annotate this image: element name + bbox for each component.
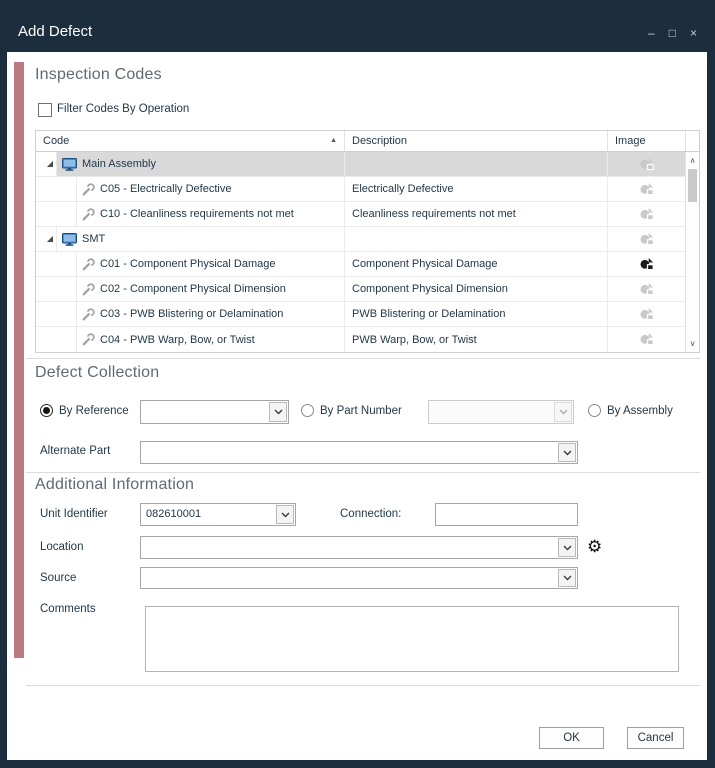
alternate-part-label: Alternate Part	[40, 445, 111, 457]
table-row[interactable]	[36, 252, 686, 277]
inspection-codes-grid	[35, 130, 700, 353]
unit-identifier-combobox-value: 082610001	[146, 508, 202, 520]
unit-identifier-label: Unit Identifier	[40, 508, 108, 520]
table-row[interactable]	[36, 327, 686, 352]
close-icon[interactable]: ×	[689, 26, 697, 40]
tree-indent	[36, 327, 77, 352]
code-cell[interactable]	[36, 177, 345, 201]
wrench-icon	[82, 183, 95, 196]
wrench-icon	[82, 283, 95, 296]
title-bar	[0, 0, 715, 52]
radio-by-assembly-label: By Assembly	[607, 405, 673, 417]
tree-indent	[36, 177, 77, 201]
inspection-codes-heading: Inspection Codes	[35, 66, 162, 83]
reference-combobox[interactable]	[140, 400, 289, 424]
chevron-down-icon[interactable]	[558, 569, 576, 587]
image-shapes-icon	[640, 258, 655, 271]
image-shapes-icon	[640, 158, 655, 171]
image-shapes-icon	[640, 333, 655, 346]
code-text: C10 - Cleanliness requirements not met	[100, 208, 294, 220]
assembly-monitor-icon	[62, 233, 77, 246]
description-cell: Electrically Defective	[345, 177, 608, 201]
image-shapes-icon	[640, 233, 655, 246]
radio-by-reference-label: By Reference	[59, 405, 129, 417]
code-cell[interactable]	[36, 327, 345, 352]
tree-expander-icon[interactable]: ◢	[46, 159, 53, 168]
image-shapes-icon	[640, 283, 655, 296]
code-text: C05 - Electrically Defective	[100, 183, 232, 195]
image-cell	[608, 327, 686, 352]
window-controls	[648, 27, 697, 39]
chevron-down-icon[interactable]	[276, 505, 294, 524]
section-divider	[26, 472, 700, 473]
source-combobox-value	[141, 568, 557, 588]
code-cell[interactable]	[36, 227, 345, 251]
code-text: SMT	[82, 233, 106, 245]
location-combobox-value	[141, 537, 557, 558]
connection-label: Connection:	[340, 508, 402, 520]
radio-by-assembly[interactable]	[588, 404, 601, 417]
location-combobox[interactable]	[140, 536, 578, 559]
column-header-image[interactable]: Image	[608, 131, 686, 151]
footer-divider	[26, 685, 700, 686]
ok-button[interactable]: OK	[539, 727, 604, 749]
code-text: C04 - PWB Warp, Bow, or Twist	[100, 333, 255, 346]
description-cell: PWB Warp, Bow, or Twist	[345, 327, 608, 352]
code-cell[interactable]	[36, 152, 345, 176]
grid-body	[36, 152, 699, 352]
scroll-down-icon[interactable]: ∨	[689, 339, 696, 348]
code-cell[interactable]	[36, 252, 345, 276]
image-cell	[608, 152, 686, 176]
code-text: Main Assembly	[82, 158, 156, 170]
sort-ascending-icon: ▲	[330, 137, 337, 144]
dialog-content	[7, 52, 707, 760]
tree-indent	[36, 277, 77, 301]
code-cell[interactable]	[36, 277, 345, 301]
location-label: Location	[40, 541, 84, 553]
grid-header	[36, 131, 699, 152]
image-shapes-icon	[640, 183, 655, 196]
column-header-filler	[686, 131, 699, 151]
table-row[interactable]	[36, 152, 686, 177]
image-cell	[608, 302, 686, 326]
cancel-button[interactable]: Cancel	[627, 727, 684, 749]
part-number-combobox	[428, 400, 574, 424]
wrench-icon	[82, 258, 95, 271]
reference-combobox-value	[141, 401, 268, 423]
table-row[interactable]	[36, 202, 686, 227]
tree-indent	[36, 252, 77, 276]
image-cell	[608, 252, 686, 276]
accent-bar	[14, 62, 24, 658]
description-cell: Component Physical Dimension	[345, 277, 608, 301]
vertical-scrollbar[interactable]	[685, 152, 699, 352]
alternate-part-combobox[interactable]	[140, 441, 578, 464]
table-row[interactable]	[36, 227, 686, 252]
chevron-down-icon[interactable]	[558, 443, 576, 462]
chevron-down-icon[interactable]	[558, 538, 576, 557]
tree-expander-icon[interactable]: ◢	[46, 234, 53, 243]
alternate-part-combobox-value	[141, 442, 557, 463]
table-row[interactable]	[36, 302, 686, 327]
wrench-icon	[82, 308, 95, 321]
image-cell	[608, 202, 686, 226]
tree-indent	[36, 302, 77, 326]
description-cell	[345, 227, 608, 251]
image-shapes-icon	[640, 208, 655, 221]
comments-label: Comments	[40, 603, 96, 615]
filter-codes-checkbox-label: Filter Codes By Operation	[57, 103, 190, 115]
gear-icon[interactable]: ⚙	[587, 537, 603, 556]
scroll-up-icon[interactable]: ∧	[689, 156, 696, 165]
code-text: C01 - Component Physical Damage	[100, 258, 276, 270]
tree-indent	[36, 202, 77, 226]
comments-textarea[interactable]	[145, 606, 679, 672]
code-text: C03 - PWB Blistering or Delamination	[100, 308, 284, 320]
wrench-icon	[82, 333, 95, 346]
wrench-icon	[82, 208, 95, 221]
table-row[interactable]	[36, 277, 686, 302]
code-cell[interactable]	[36, 302, 345, 326]
tree-expander-area	[36, 152, 57, 176]
radio-by-reference[interactable]	[40, 404, 53, 417]
image-cell	[608, 227, 686, 251]
description-cell: Cleanliness requirements not met	[345, 202, 608, 226]
image-shapes-icon	[640, 308, 655, 321]
code-text: C02 - Component Physical Dimension	[100, 283, 286, 295]
scrollbar-thumb[interactable]	[688, 169, 697, 202]
table-row[interactable]	[36, 177, 686, 202]
section-divider	[26, 358, 700, 359]
connection-input[interactable]	[435, 503, 578, 526]
column-header-description[interactable]: Description	[345, 131, 608, 151]
radio-by-part-number-label: By Part Number	[320, 405, 402, 417]
chevron-down-icon	[554, 402, 572, 422]
filter-codes-checkbox[interactable]	[38, 103, 52, 117]
chevron-down-icon[interactable]	[269, 402, 287, 422]
part-number-combobox-value	[429, 401, 553, 423]
defect-collection-heading: Defect Collection	[35, 364, 160, 381]
description-cell: PWB Blistering or Delamination	[345, 302, 608, 326]
maximize-icon[interactable]: □	[668, 26, 676, 40]
source-combobox[interactable]	[140, 567, 578, 589]
source-label: Source	[40, 572, 77, 584]
tree-expander-area	[36, 227, 57, 251]
image-cell	[608, 177, 686, 201]
description-cell	[345, 152, 608, 176]
unit-identifier-combobox[interactable]	[140, 503, 296, 526]
radio-by-part-number[interactable]	[301, 404, 314, 417]
column-header-code[interactable]: Code ▲	[36, 131, 345, 151]
minimize-icon[interactable]: –	[648, 26, 655, 40]
assembly-monitor-icon	[62, 158, 77, 171]
code-cell[interactable]	[36, 202, 345, 226]
additional-information-heading: Additional Information	[35, 476, 195, 493]
image-cell	[608, 277, 686, 301]
description-cell: Component Physical Damage	[345, 252, 608, 276]
dialog-title: Add Defect	[18, 23, 93, 40]
